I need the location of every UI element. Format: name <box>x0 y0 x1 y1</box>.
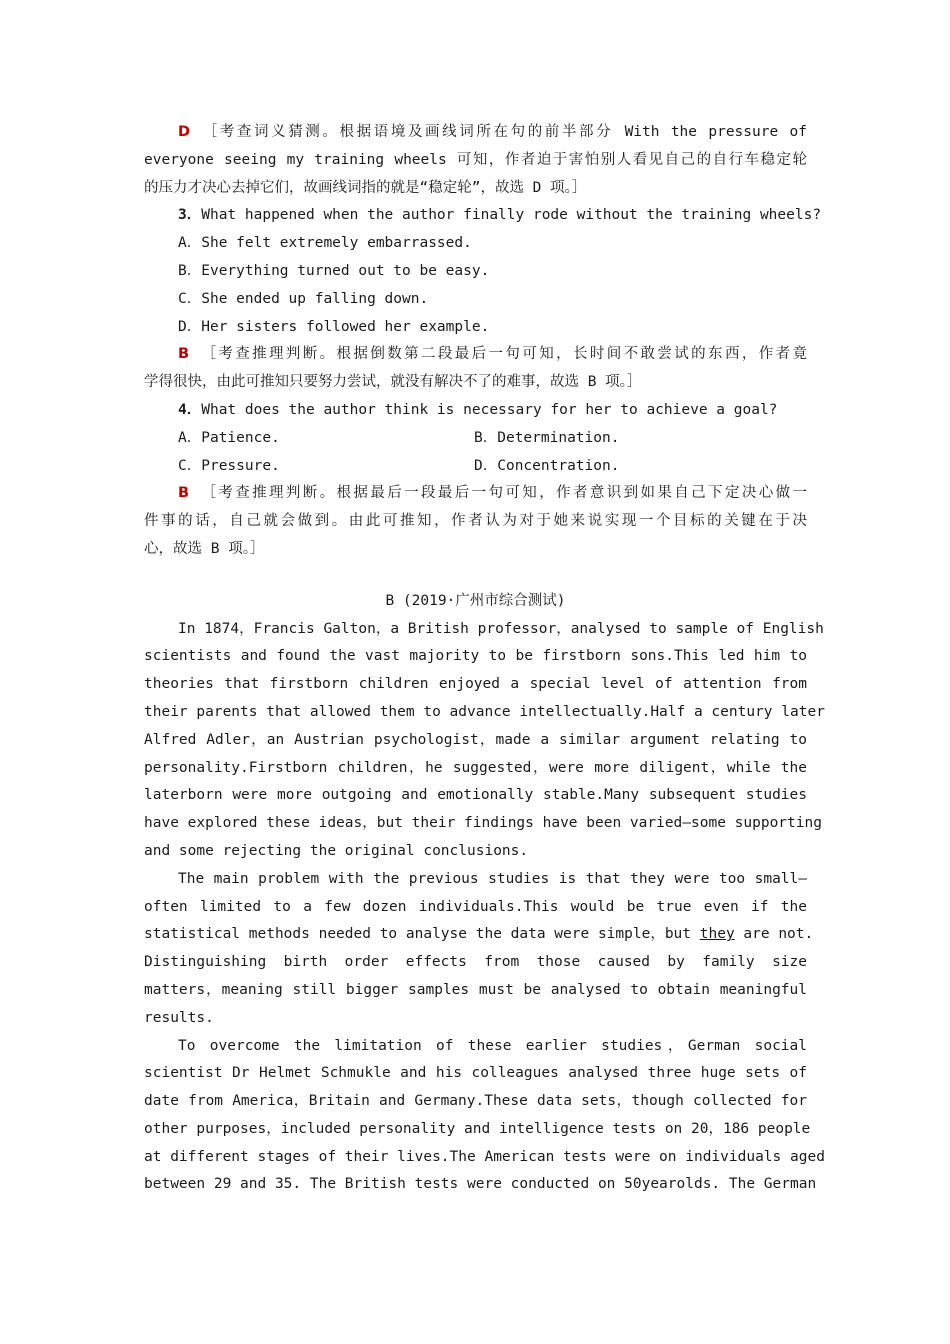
text-line: theories that firstborn children enjoyed a special level of attention from <box>144 676 807 693</box>
text-line: In 1874，Francis Galton，a British professor，analysed to sample of English <box>178 620 824 637</box>
text-line: scientist Dr Helmet Schmukle and his colleagues analysed three huge sets of <box>144 1065 807 1082</box>
option-d: D．Concentration. <box>474 457 620 474</box>
option-row <box>144 425 807 453</box>
question-stem: 4．What does the author think is necessary for her to achieve a goal? <box>178 401 778 418</box>
text-line: The main problem with the previous studies is that they were too small— <box>178 870 807 887</box>
question-4 <box>144 397 807 564</box>
text-line: everyone seeing my training wheels 可知，作者迫于害怕别人看见自己的自行车稳定轮 <box>144 151 807 168</box>
option-b: B．Determination. <box>474 429 620 446</box>
text-line: scientists and found the vast majority to be firstborn sons.This led him to <box>144 648 807 665</box>
option-b: B．Everything turned out to be easy. <box>178 262 490 279</box>
paragraph-1 <box>144 616 825 866</box>
text-line: at different stages of their lives.The American tests were on individuals aged <box>144 1148 825 1165</box>
option-a: A．She felt extremely embarrassed. <box>178 235 472 252</box>
text-line: matters，meaning still bigger samples must be analysed to obtain meaningful <box>144 981 807 998</box>
answer-letter: B <box>178 346 190 363</box>
text-line: 学得很快，由此可推知只要努力尝试，就没有解决不了的难事，故选 B 项。］ <box>144 374 642 391</box>
text-line: often limited to a few dozen individuals.This would be true even if the <box>144 898 807 915</box>
text-line: statistical methods needed to analyse the data were simple，but they are not. <box>144 926 814 943</box>
paragraph-2 <box>144 866 814 1033</box>
answer-letter: D <box>178 124 191 140</box>
text-line: 件事的话，自己就会做到。由此可推知，作者认为对于她来说实现一个目标的关键在于决 <box>144 513 807 530</box>
text-line: D ［考查词义猜测。根据语境及画线词所在句的前半部分 With the pressure of <box>178 124 807 140</box>
underlined-word: they <box>699 926 735 943</box>
option-row <box>144 453 807 481</box>
option-a: A．Patience. <box>178 429 280 446</box>
passage-heading: B (2019·广州市综合测试) <box>385 592 566 609</box>
text-line: results. <box>144 1009 214 1026</box>
text-line: have explored these ideas，but their findings have been varied—some supporting <box>144 815 822 832</box>
text-line: 心，故选 B 项。］ <box>144 540 265 557</box>
option-d: D．Her sisters followed her example. <box>178 318 490 335</box>
text-line: and some rejecting the original conclusions. <box>144 842 529 859</box>
spacer <box>144 564 807 588</box>
question-stem: 3．What happened when the author finally rode without the training wheels? <box>178 207 822 224</box>
q2-explanation <box>144 119 807 202</box>
document-page <box>144 119 825 1199</box>
text-line: personality.Firstborn children，he suggested，were more diligent，while the <box>144 759 807 776</box>
text-line: Alfred Adler，an Austrian psychologist，made a similar argument relating to <box>144 731 807 748</box>
text-line: other purposes，included personality and intelligence tests on 20，186 people <box>144 1120 811 1137</box>
answer-letter: B <box>178 485 190 502</box>
answer-explanation: B ［考查推理判断。根据最后一段最后一句可知，作者意识到如果自己下定决心做一 <box>178 485 807 502</box>
text-line: their parents that allowed them to advance intellectually.Half a century later <box>144 703 825 720</box>
text-line: laterborn were more outgoing and emotionally stable.Many subsequent studies <box>144 787 807 804</box>
text-line: 的压力才决心去掉它们，故画线词指的就是“稳定轮”，故选 D 项。］ <box>144 179 587 196</box>
text-line: To overcome the limitation of these earlier studies，German social <box>178 1037 807 1054</box>
paragraph-3 <box>144 1033 825 1200</box>
question-3 <box>144 202 822 397</box>
answer-explanation: B ［考查推理判断。根据倒数第二段最后一句可知，长时间不敢尝试的东西，作者竟 <box>178 346 807 363</box>
text-line: between 29 and 35. The British tests were conducted on 50yearolds. The German <box>144 1176 817 1193</box>
option-c: C．She ended up falling down. <box>178 290 429 307</box>
text-line: date from America，Britain and Germany.These data sets，though collected for <box>144 1093 807 1110</box>
option-c: C．Pressure. <box>178 457 280 474</box>
text-line: Distinguishing birth order effects from those caused by family size <box>144 954 807 971</box>
